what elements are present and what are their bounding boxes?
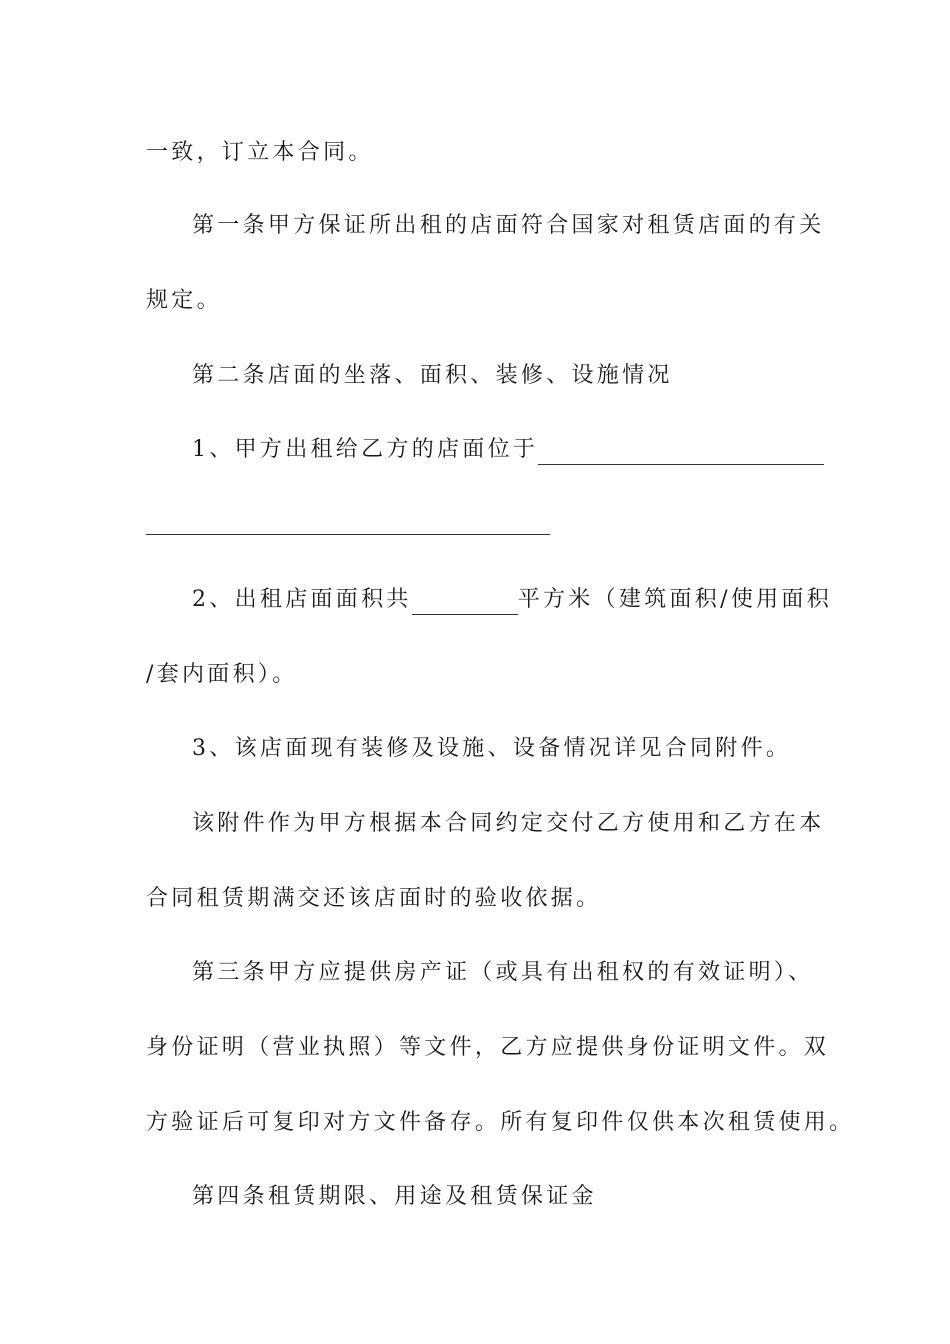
clause-3: 3、该店面现有装修及设施、设备情况详见合同附件。 (192, 736, 792, 761)
annex-line-2: 合同租赁期满交还该店面时的验收依据。 (146, 886, 602, 911)
text-line: 一致，订立本合同。 (146, 140, 374, 165)
location-blank-continuation[interactable] (146, 534, 550, 535)
clause-1-location (192, 435, 862, 465)
clause-2-area (192, 585, 862, 615)
article-1-line-2: 规定。 (146, 288, 222, 313)
clause-1-label: 1、甲方出租给乙方的店面位于 (192, 437, 539, 462)
article-1-line-1: 第一条甲方保证所出租的店面符合国家对租赁店面的有关 (192, 213, 825, 238)
clause-2-label: 2、出租店面面积共 (192, 587, 412, 612)
article-3-line-2: 身份证明（营业执照）等文件，乙方应提供身份证明文件。双 (146, 1035, 830, 1060)
article-4-heading: 第四条租赁期限、用途及租赁保证金 (192, 1184, 597, 1209)
clause-2-unit: 平方米（建筑面积/使用面积 (517, 587, 833, 612)
clause-2-continuation: /套内面积）。 (146, 662, 298, 687)
article-3-line-3: 方验证后可复印对方文件备存。所有复印件仅供本次租赁使用。 (146, 1110, 855, 1135)
article-3-line-1: 第三条甲方应提供房产证（或具有出租权的有效证明）、 (192, 960, 814, 985)
article-2-heading: 第二条店面的坐落、面积、装修、设施情况 (192, 363, 673, 388)
annex-line-1: 该附件作为甲方根据本合同约定交付乙方使用和乙方在本 (192, 811, 825, 836)
location-blank-field[interactable] (538, 440, 824, 465)
area-blank-field[interactable] (412, 590, 518, 615)
